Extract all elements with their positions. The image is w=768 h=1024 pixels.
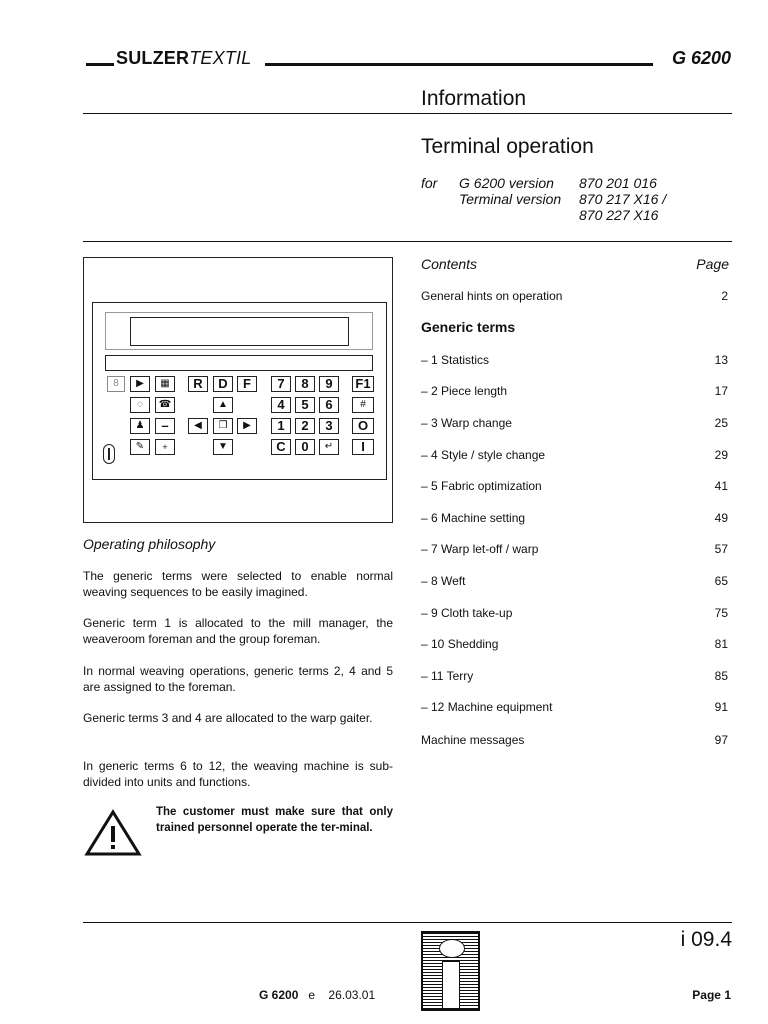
philosophy-paragraph: Generic term 1 is allocated to the mill manager, the weaveroom foreman and the group foreman. [83,616,393,646]
philosophy-title: Operating philosophy [83,536,216,552]
phone-key: ☎ [155,397,175,413]
d-key: D [213,376,233,392]
toc-row [421,573,728,589]
page-heading: Terminal operation [421,135,594,158]
toc-label: – 8 Weft [421,574,466,588]
key-1: 1 [271,418,291,434]
toc-label: – 7 Warp let-off / warp [421,542,539,556]
header-rule-right [265,63,653,66]
header-rule-left [86,63,114,66]
generic-terms-title: Generic terms [421,319,516,335]
toc-page: 25 [714,416,728,430]
toc-label: – 9 Cloth take-up [421,606,513,620]
toc-label: – 1 Statistics [421,353,490,367]
up-arrow-key: ▲ [213,397,233,413]
key-3: 3 [319,418,339,434]
brand-bold: SULZER [116,48,190,68]
for-label: for [421,175,438,191]
philosophy-paragraph: In generic terms 6 to 12, the weaving machine is sub-divided into units and functions. [83,759,393,789]
toc-label: – 10 Shedding [421,637,499,651]
toc-row [421,541,728,557]
grid-key: ▦ [155,376,175,392]
plus-key: + [155,439,175,455]
toc-page: 49 [714,511,728,525]
version-code: i 09.4 [680,928,732,951]
rule-mid [83,241,732,242]
window-key: ❐ [213,418,233,434]
key-0: 0 [295,439,315,455]
minus-key: – [155,418,175,434]
f1-key: F1 [352,376,374,392]
warning-text: The customer must make sure that only trained personnel operate the ter-minal. [156,806,393,834]
toc-row [421,352,728,368]
version-value: 870 227 X16 [579,207,659,223]
toc-row [421,415,728,431]
model-title: G 6200 [671,48,731,68]
toc-label: – 12 Machine equipment [421,700,553,714]
key-9: 9 [319,376,339,392]
toc-page: 2 [721,289,728,303]
toc-row [421,288,728,304]
hash-key: # [352,397,374,413]
info-logo-dot [439,939,465,958]
key-6: 6 [319,397,339,413]
play-key: ▶ [130,376,150,392]
right-arrow-key: ▶ [237,418,257,434]
version-value: 870 201 016 [579,175,657,191]
footer-date: 26.03.01 [328,988,376,1002]
toc-page: 81 [714,637,728,651]
toc-label: – 3 Warp change [421,416,512,430]
pick-key: ◌ [130,397,150,413]
page-column-title: Page [696,256,729,272]
status-strip [105,355,373,371]
toc-page: 97 [714,733,728,747]
toc-label: – 2 Piece length [421,384,508,398]
toc-page: 41 [714,479,728,493]
o-key: O [352,418,374,434]
toc-label: General hints on operation [421,289,563,303]
toc-label: – 5 Fabric optimization [421,479,542,493]
section-title: Information [421,87,527,110]
wrench-key: ✎ [130,439,150,455]
toc-row [421,605,728,621]
rule-top [83,113,732,114]
footer-model: G 6200 [259,988,299,1002]
key-5: 5 [295,397,315,413]
toc-page: 17 [714,384,728,398]
version-label: Terminal version [459,191,562,207]
brand-light: TEXTIL [189,48,252,68]
brand-logo [116,48,251,69]
toc-page: 29 [714,448,728,462]
key-4: 4 [271,397,291,413]
warning-icon [84,809,142,857]
toc-row [421,668,728,684]
toc-label: – 4 Style / style change [421,448,546,462]
toc-row [421,699,728,715]
key-2: 2 [295,418,315,434]
toc-page: 13 [714,353,728,367]
philosophy-paragraph: In normal weaving operations, generic terms 2, 4 and 5 are assigned to the foreman. [83,664,393,694]
version-value: 870 217 X16 / [579,191,667,207]
key-7: 7 [271,376,291,392]
toc-label: Machine messages [421,733,525,747]
toc-row [421,510,728,526]
toc-page: 91 [714,700,728,714]
footer-lang: e [308,988,316,1002]
toc-row [421,636,728,652]
toc-label: – 11 Terry [421,669,474,683]
down-arrow-key: ▼ [213,439,233,455]
toc-page: 65 [714,574,728,588]
toc-page: 57 [714,542,728,556]
philosophy-paragraph: The generic terms were selected to enable normal weaving sequences to be easily imagined. [83,569,393,599]
rule-bottom [83,922,732,923]
operator-key: ♟ [130,418,150,434]
c-key: C [271,439,291,455]
enter-key: ↵ [319,439,339,455]
toc-page: 75 [714,606,728,620]
info-logo [421,931,480,1011]
display-screen [130,317,349,346]
version-label: G 6200 version [459,175,554,191]
left-arrow-key: ◀ [188,418,208,434]
r-key: R [188,376,208,392]
toc-page: 85 [714,669,728,683]
key-8: 8 [295,376,315,392]
toc-row [421,447,728,463]
page-number: Page 1 [692,988,731,1002]
f-key: F [237,376,257,392]
footer-meta [259,988,375,1002]
spindle-icon [103,444,115,464]
contents-title: Contents [421,256,478,272]
toc-label: – 6 Machine setting [421,511,526,525]
toc-row [421,383,728,399]
segment-key: 8 [107,376,125,392]
philosophy-paragraph: Generic terms 3 and 4 are allocated to the warp gaiter. [83,711,373,725]
i-key: I [352,439,374,455]
toc-row [421,732,728,748]
info-logo-stem [442,961,460,1009]
toc-row [421,478,728,494]
